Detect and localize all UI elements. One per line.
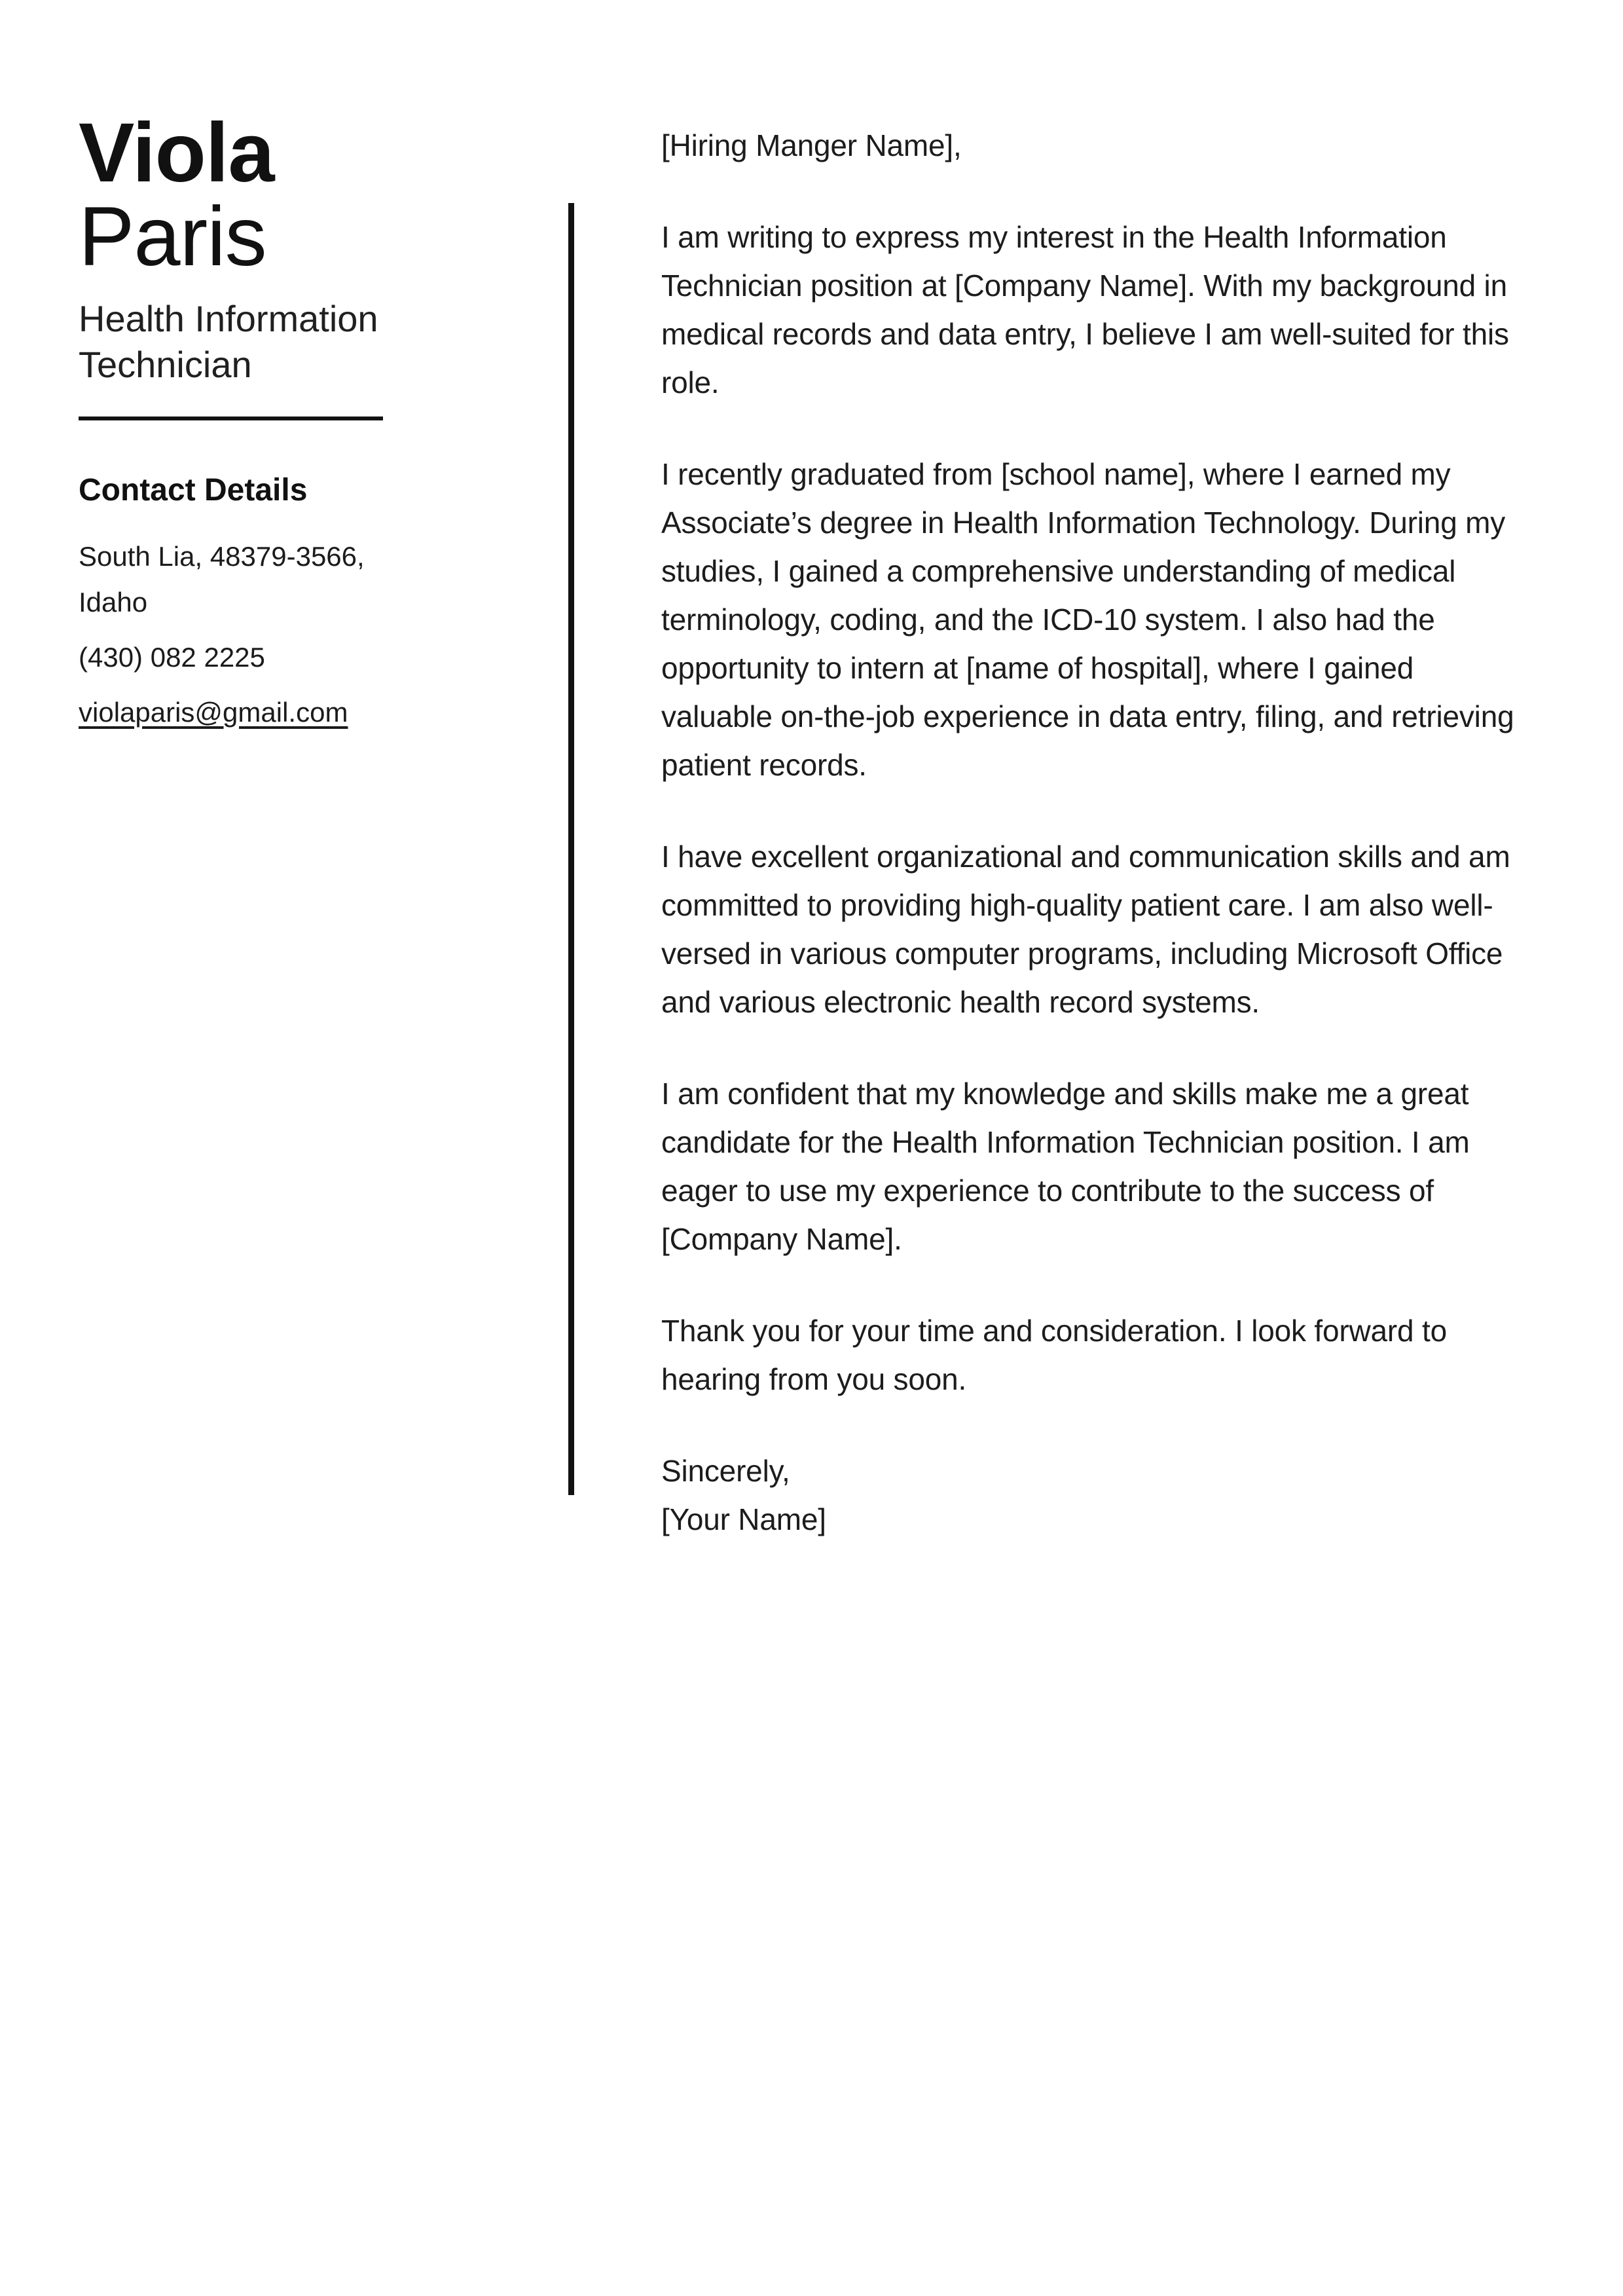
contact-details-heading: Contact Details: [79, 473, 308, 508]
letter-paragraph-1: I am writing to express my interest in the Health Information Technician position at [Company Name]. With my background in medical records and data entry, I believe I am well-suited for this role.: [661, 220, 1509, 399]
applicant-last-name: Paris: [79, 190, 266, 284]
address-text: South Lia, 48379-3566, Idaho: [79, 541, 365, 618]
sidebar: [79, 106, 386, 735]
applicant-first-name: Viola: [79, 106, 274, 200]
closing-block: [661, 1447, 1532, 1544]
job-title: Health Information Technician: [79, 298, 378, 385]
applicant-name: [79, 106, 386, 284]
email-link[interactable]: violaparis@gmail.com: [79, 697, 348, 728]
letter-body: [661, 121, 1532, 1544]
greeting: [Hiring Manger Name],: [661, 128, 962, 162]
letter-paragraph-5: Thank you for your time and consideration. I look forward to hearing from you soon.: [661, 1314, 1447, 1396]
sidebar-divider: [79, 417, 383, 420]
letter-paragraph-3: I have excellent organizational and communication skills and am committed to providing high-quality patient care. I am also well-versed in various computer programs, including Microsoft Office and various electronic health record systems.: [661, 840, 1510, 1019]
email-row: [79, 690, 386, 735]
closing-salutation: Sincerely,: [661, 1454, 790, 1488]
vertical-divider: [568, 203, 574, 1495]
letter-paragraph-4: I am confident that my knowledge and skills make me a great candidate for the Health Information Technician position. I am eager to use my experience to contribute to the success of [Company Name].: [661, 1077, 1470, 1256]
signature-placeholder: [Your Name]: [661, 1502, 826, 1536]
letter-paragraph-2: I recently graduated from [school name], where I earned my Associate’s degree in Health Information Technology. During my studies, I gained a comprehensive understanding of medical terminology, coding, and the ICD-10 system. I also had the opportunity to intern at [name of hospital], where I gained valuable on-the-job experience in data entry, filing, and retrieving patient records.: [661, 457, 1514, 782]
phone-number: (430) 082 2225: [79, 642, 265, 673]
